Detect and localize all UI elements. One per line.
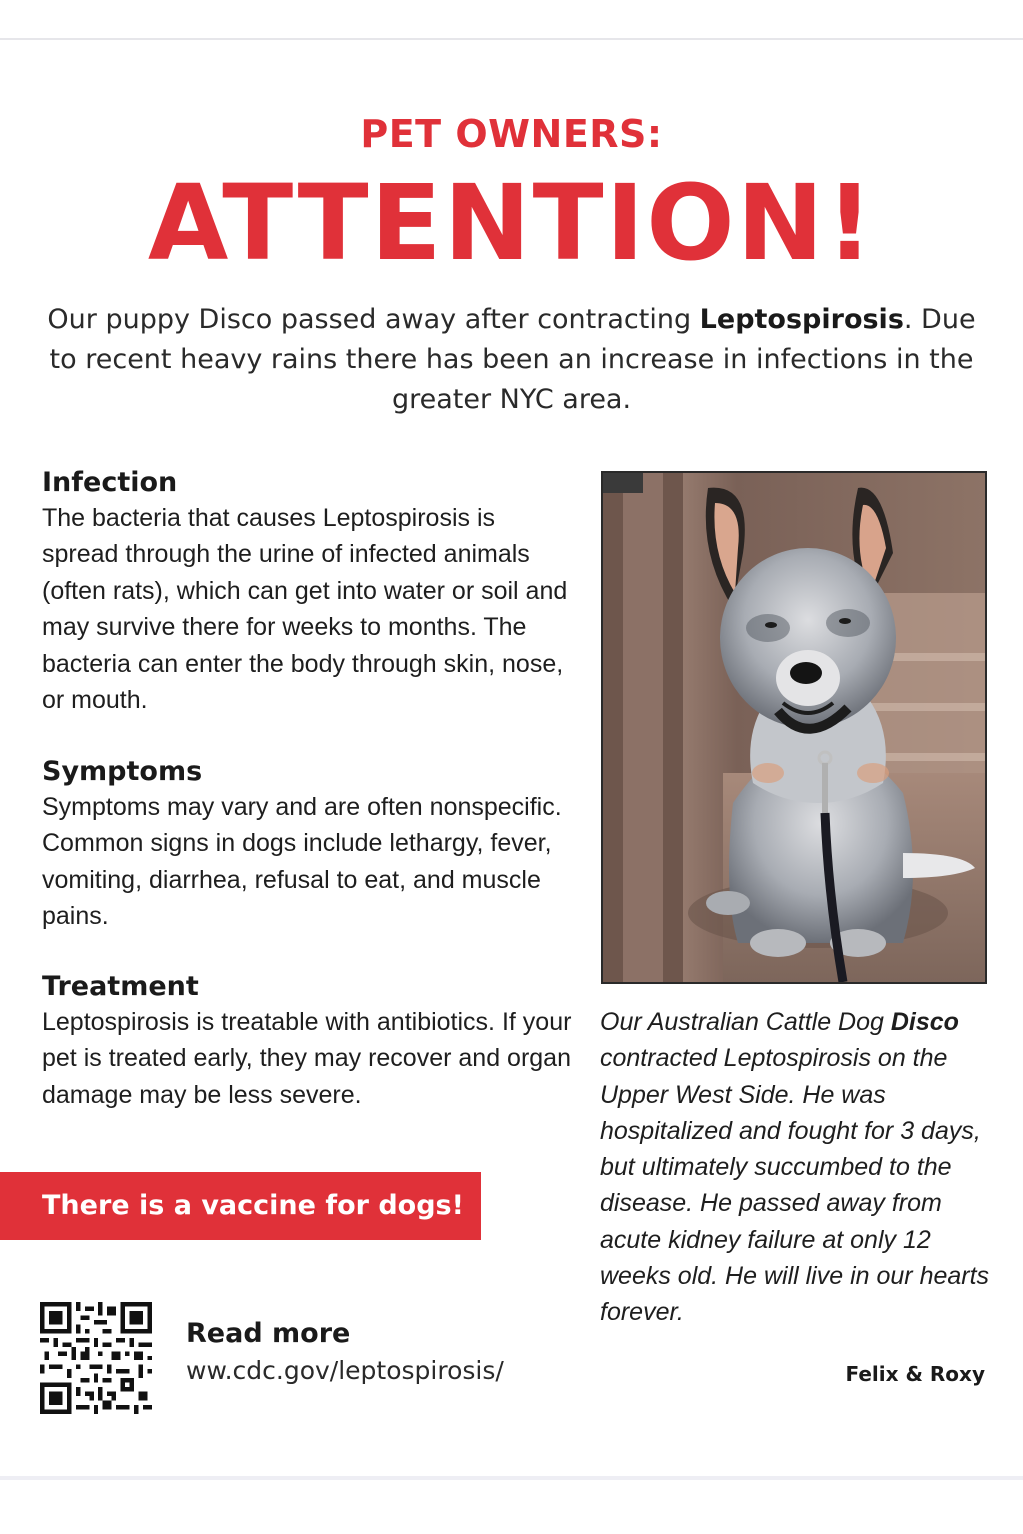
signature: Felix & Roxy bbox=[845, 1362, 985, 1386]
section-treatment bbox=[42, 970, 572, 1113]
section-title: Infection bbox=[42, 467, 178, 498]
read-more-link[interactable]: ww.cdc.gov/leptospirosis/ bbox=[186, 1356, 504, 1385]
top-divider bbox=[0, 38, 1023, 40]
intro-text-1: Our puppy Disco passed away after contracting bbox=[47, 304, 700, 335]
qr-code-icon[interactable] bbox=[40, 1302, 152, 1414]
section-body: Symptoms may vary and are often nonspecific. Common signs in dogs include lethargy, fever, vomiting, diarrhea, refusal to eat, and muscle pains. bbox=[42, 793, 562, 931]
headline: ATTENTION! bbox=[147, 162, 876, 284]
section-infection bbox=[42, 466, 572, 718]
section-title: Treatment bbox=[42, 971, 199, 1002]
dog-photo bbox=[601, 471, 987, 984]
read-more-title: Read more bbox=[186, 1318, 351, 1349]
bottom-divider bbox=[0, 1476, 1023, 1480]
caption-dog-name: Disco bbox=[890, 1008, 959, 1036]
intro-paragraph bbox=[40, 300, 983, 420]
caption-text-2: contracted Leptospirosis on the Upper West Side. He was hospitalized and fought for 3 days, but ultimately succumbed to the disease. He passed away from acute kidney failure at only 12 weeks old. He will live in our hearts forever. bbox=[600, 1044, 990, 1327]
section-title: Symptoms bbox=[42, 756, 203, 787]
section-symptoms bbox=[42, 755, 572, 935]
intro-disease-name: Leptospirosis bbox=[699, 304, 904, 335]
kicker-title: PET OWNERS: bbox=[360, 112, 663, 156]
section-body: The bacteria that causes Leptospirosis is spread through the urine of infected animals (often rats), which can get into water or soil and may survive there for weeks to months. The bacteria can enter the body through skin, nose, or mouth. bbox=[42, 504, 568, 715]
caption-text-1: Our Australian Cattle Dog bbox=[600, 1008, 891, 1036]
section-body: Leptospirosis is treatable with antibiotics. If your pet is treated early, they may recover and organ damage may be less severe. bbox=[42, 1008, 572, 1109]
vaccine-banner: There is a vaccine for dogs! bbox=[0, 1172, 481, 1240]
intro-text-2: . Due to recent heavy rains there has been an increase in infections in the greater NYC area. bbox=[49, 304, 976, 415]
photo-caption bbox=[600, 1004, 995, 1331]
